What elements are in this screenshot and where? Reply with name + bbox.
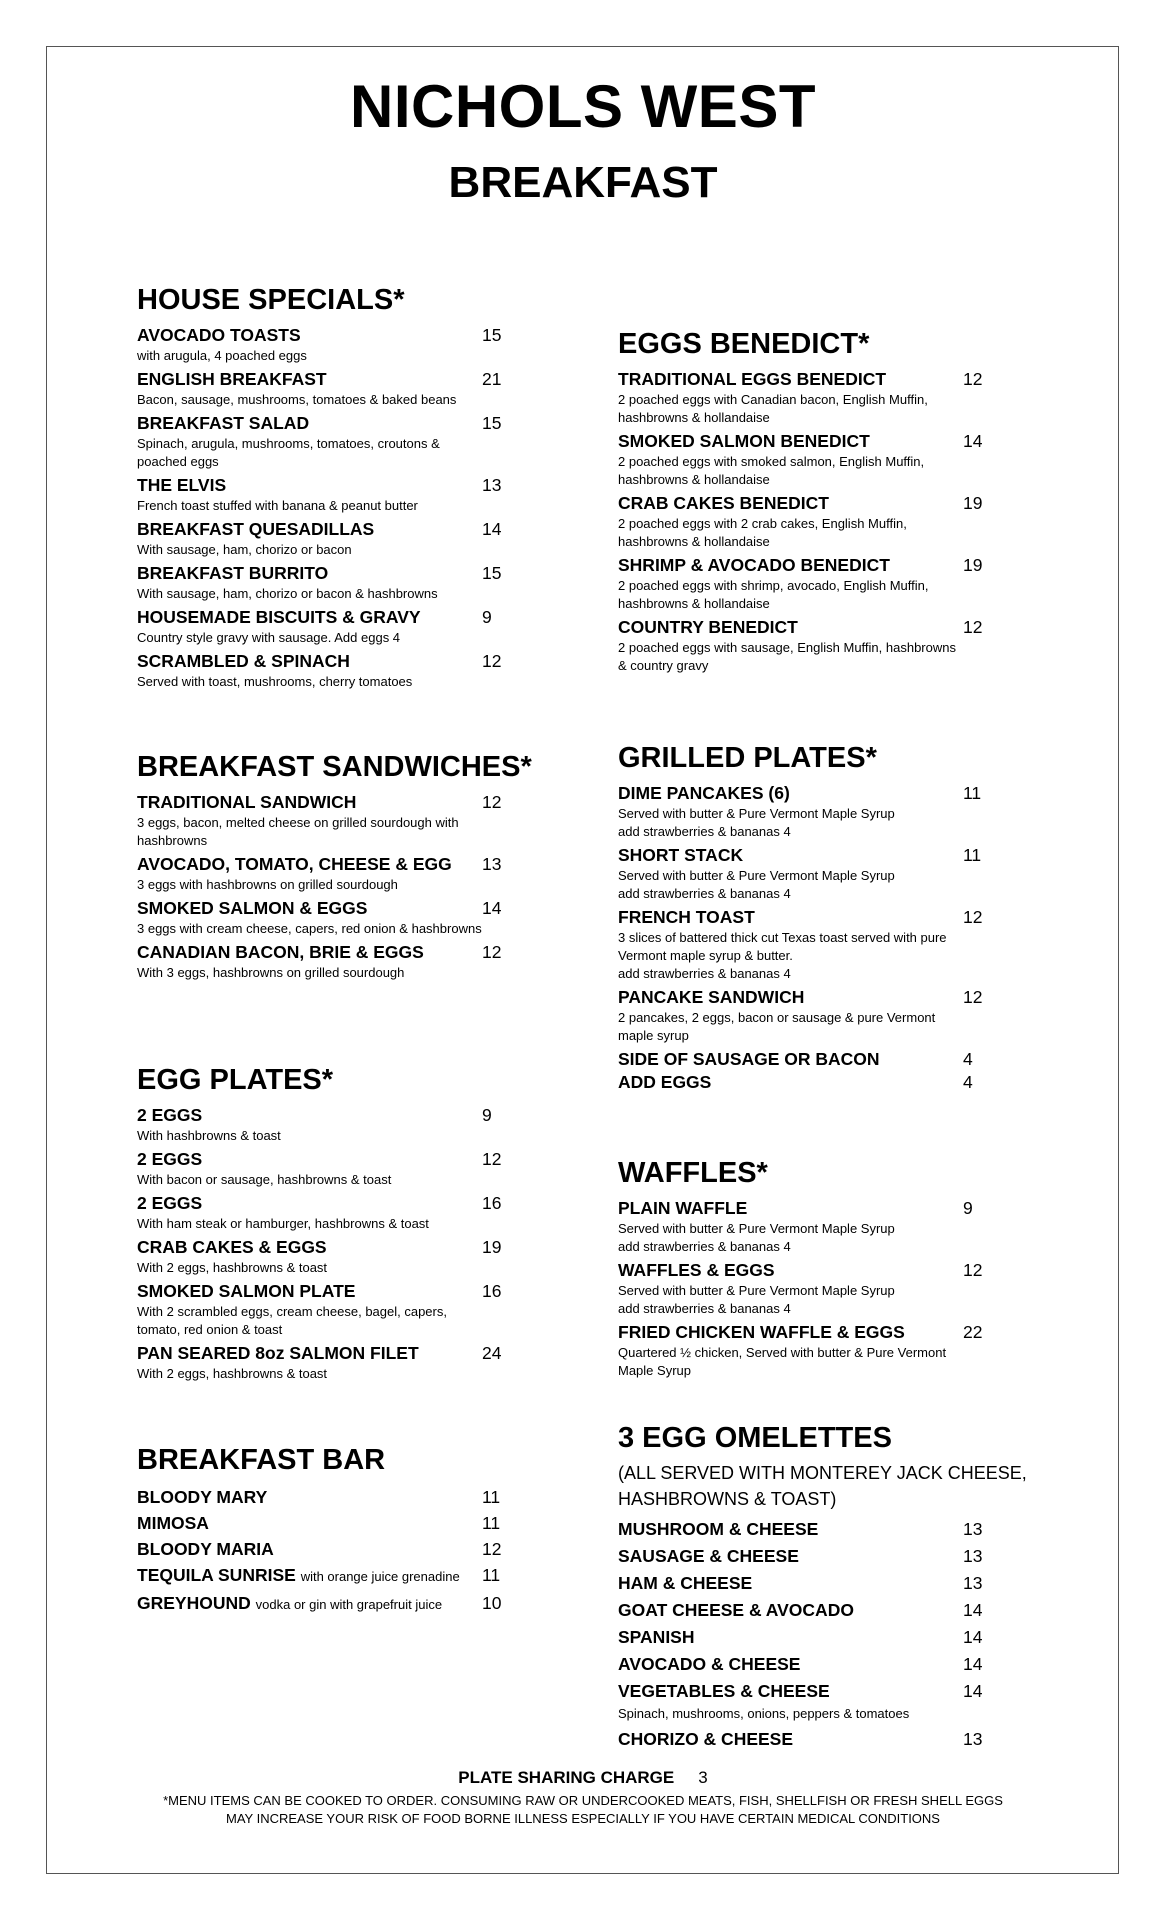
menu-item [137, 368, 557, 409]
item-name-text: VEGETABLES & CHEESE [618, 1681, 830, 1701]
item-name [618, 782, 963, 805]
item-price: 14 [963, 1681, 983, 1701]
item-price: 15 [482, 325, 502, 345]
item-name [618, 1651, 963, 1678]
menu-item [137, 324, 557, 365]
item-price: 16 [482, 1281, 502, 1301]
item-name-text: SPANISH [618, 1627, 695, 1647]
menu-item-row [618, 616, 1038, 639]
restaurant-name: NICHOLS WEST [350, 73, 816, 140]
menu-item-row [618, 1197, 1038, 1220]
item-name-text: SMOKED SALMON BENEDICT [618, 431, 870, 451]
menu-item-row [137, 853, 557, 876]
item-name [618, 1197, 963, 1220]
menu-item [137, 791, 557, 850]
item-detail: with orange juice grenadine [300, 1569, 460, 1584]
item-name-text: COUNTRY BENEDICT [618, 617, 798, 637]
item-description: With ham steak or hamburger, hashbrowns & toast [137, 1216, 429, 1231]
item-name [137, 412, 482, 435]
item-description: Served with toast, mushrooms, cherry tomatoes [137, 674, 413, 689]
item-description: Spinach, arugula, mushrooms, tomatoes, croutons & poached eggs [137, 436, 440, 469]
item-description: 2 poached eggs with smoked salmon, English Muffin, hashbrowns & hollandaise [618, 454, 925, 487]
item-add-on: add strawberries & bananas 4 [618, 824, 791, 839]
menu-item-row [618, 1651, 1038, 1678]
menu-item [137, 1342, 557, 1383]
item-name [618, 986, 963, 1009]
item-price: 19 [963, 493, 983, 513]
item-price: 12 [963, 369, 983, 389]
section-title: GRILLED PLATES* [618, 742, 877, 774]
item-description: 2 poached eggs with shrimp, avocado, English Muffin, hashbrowns & hollandaise [618, 578, 929, 611]
item-name-text: HAM & CHEESE [618, 1573, 753, 1593]
item-description: 2 poached eggs with 2 crab cakes, English Muffin, hashbrowns & hollandaise [618, 516, 907, 549]
menu-item [618, 1516, 1038, 1543]
item-name-text: SHORT STACK [618, 845, 744, 865]
item-name [137, 1236, 482, 1259]
item-name-text: MUSHROOM & CHEESE [618, 1519, 819, 1539]
menu-item [618, 1570, 1038, 1597]
item-price: 12 [963, 987, 983, 1007]
item-name [618, 1259, 963, 1282]
item-price: 14 [963, 1600, 983, 1620]
footer [0, 1766, 1166, 1828]
item-price: 15 [482, 563, 502, 583]
item-price: 12 [482, 942, 502, 962]
menu-item [618, 1678, 1038, 1723]
menu-item [618, 782, 1038, 841]
item-name [137, 791, 482, 814]
item-name-text: DIME PANCAKES (6) [618, 783, 790, 803]
menu-item [137, 1192, 557, 1233]
item-name-text: TRADITIONAL SANDWICH [137, 792, 357, 812]
item-price: 13 [963, 1546, 983, 1566]
item-price: 11 [963, 783, 982, 803]
item-name-text: 2 EGGS [137, 1149, 203, 1169]
item-name [618, 1726, 963, 1753]
menu-item [137, 1536, 557, 1562]
item-name [137, 1562, 482, 1590]
menu-item-row [137, 1280, 557, 1303]
item-price: 14 [963, 431, 983, 451]
item-name [137, 474, 482, 497]
item-description: Served with butter & Pure Vermont Maple Syrup [618, 1221, 895, 1236]
item-name [137, 650, 482, 673]
item-name-text: AVOCADO, TOMATO, CHEESE & EGG [137, 854, 452, 874]
item-name-text: GOAT CHEESE & AVOCADO [618, 1600, 854, 1620]
menu-item [137, 1280, 557, 1339]
item-name-text: BLOODY MARIA [137, 1539, 274, 1559]
menu-item [618, 554, 1038, 613]
menu-item-row [137, 562, 557, 585]
menu-item [137, 897, 557, 938]
item-price: 21 [482, 369, 502, 389]
waffles-section [618, 1155, 1038, 1383]
menu-item [618, 1048, 1038, 1071]
item-name-text: SMOKED SALMON & EGGS [137, 898, 368, 918]
item-name [137, 606, 482, 629]
item-price: 14 [963, 1627, 983, 1647]
item-name [618, 1678, 963, 1705]
item-description: With sausage, ham, chorizo or bacon & hashbrowns [137, 586, 438, 601]
item-price: 19 [963, 555, 983, 575]
item-price: 12 [482, 792, 502, 812]
menu-item-row [618, 1726, 1038, 1753]
menu-item-row [618, 1678, 1038, 1705]
item-name [618, 1321, 963, 1344]
item-price: 9 [482, 1105, 492, 1125]
item-name-text: SAUSAGE & CHEESE [618, 1546, 799, 1566]
menu-item [618, 1071, 1038, 1094]
menu-item-row [618, 1543, 1038, 1570]
item-description: With 2 eggs, hashbrowns & toast [137, 1366, 328, 1381]
item-description: Served with butter & Pure Vermont Maple Syrup [618, 868, 895, 883]
item-price: 12 [963, 907, 983, 927]
item-name-text: PAN SEARED 8oz SALMON FILET [137, 1343, 419, 1363]
item-price: 11 [963, 845, 982, 865]
menu-item [618, 1197, 1038, 1256]
breakfast-bar-section [137, 1442, 557, 1618]
menu-item [618, 1543, 1038, 1570]
item-name-text: WAFFLES & EGGS [618, 1260, 775, 1280]
menu-item-row [137, 650, 557, 673]
item-name-text: ADD EGGS [618, 1072, 712, 1092]
item-description: With 2 eggs, hashbrowns & toast [137, 1260, 328, 1275]
item-price: 14 [963, 1654, 983, 1674]
menu-item [618, 430, 1038, 489]
item-description: with arugula, 4 poached eggs [137, 348, 307, 363]
item-name [137, 324, 482, 347]
item-name [137, 1192, 482, 1215]
menu-item [618, 616, 1038, 675]
item-price: 12 [482, 651, 502, 671]
item-price: 10 [482, 1593, 502, 1613]
menu-item [618, 986, 1038, 1045]
item-price: 13 [482, 854, 502, 874]
item-name-text: 2 EGGS [137, 1193, 203, 1213]
item-price: 13 [963, 1729, 983, 1749]
menu-item-row [618, 1071, 1038, 1094]
item-name [137, 897, 482, 920]
item-price: 24 [482, 1343, 502, 1363]
menu-item-row [137, 518, 557, 541]
item-description: 3 slices of battered thick cut Texas toast served with pure Vermont maple syrup & butter. [618, 930, 947, 963]
item-add-on: add strawberries & bananas 4 [618, 1239, 791, 1254]
menu-item-row [137, 606, 557, 629]
item-name [618, 1597, 963, 1624]
item-name [618, 1624, 963, 1651]
item-price: 19 [482, 1237, 502, 1257]
menu-item-row [618, 1321, 1038, 1344]
menu-item [618, 492, 1038, 551]
item-price: 12 [482, 1149, 502, 1169]
item-price: 9 [482, 607, 492, 627]
menu-item [137, 1510, 557, 1536]
item-name-text: TRADITIONAL EGGS BENEDICT [618, 369, 887, 389]
menu-item-row [137, 1342, 557, 1365]
menu-item [618, 1259, 1038, 1318]
menu-item [137, 1104, 557, 1145]
menu-title: BREAKFAST [448, 158, 718, 207]
item-name-text: BREAKFAST SALAD [137, 413, 310, 433]
item-description: 3 eggs with cream cheese, capers, red onion & hashbrowns [137, 921, 482, 936]
omelettes-section [618, 1420, 1038, 1753]
item-description: Served with butter & Pure Vermont Maple Syrup [618, 806, 895, 821]
item-description: 3 eggs with hashbrowns on grilled sourdough [137, 877, 398, 892]
item-description: Served with butter & Pure Vermont Maple Syrup [618, 1283, 895, 1298]
menu-item [137, 562, 557, 603]
menu-item-row [137, 412, 557, 435]
item-add-on: add strawberries & bananas 4 [618, 886, 791, 901]
plate-sharing-charge [0, 1766, 1166, 1790]
section-title: BREAKFAST SANDWICHES* [137, 751, 532, 783]
item-name-text: AVOCADO TOASTS [137, 325, 301, 345]
item-price: 12 [963, 1260, 983, 1280]
item-name-text: MIMOSA [137, 1513, 209, 1533]
item-name-text: GREYHOUND [137, 1593, 251, 1613]
item-name-text: HOUSEMADE BISCUITS & GRAVY [137, 607, 421, 627]
item-description: French toast stuffed with banana & peanut butter [137, 498, 418, 513]
menu-item [137, 1562, 557, 1590]
item-price: 14 [482, 898, 502, 918]
breakfast-sandwiches-section [137, 749, 557, 985]
menu-item-row [618, 492, 1038, 515]
item-price: 13 [963, 1519, 983, 1539]
item-description: With hashbrowns & toast [137, 1128, 281, 1143]
item-name-text: PLAIN WAFFLE [618, 1198, 748, 1218]
item-add-on: add strawberries & bananas 4 [618, 1301, 791, 1316]
section-title: EGG PLATES* [137, 1064, 334, 1096]
item-description: With bacon or sausage, hashbrowns & toast [137, 1172, 392, 1187]
menu-item-row [137, 1536, 557, 1562]
item-name [137, 941, 482, 964]
menu-item [618, 906, 1038, 983]
menu-item [137, 474, 557, 515]
menu-item-row [137, 791, 557, 814]
menu-item-row [618, 1624, 1038, 1651]
item-name [137, 1342, 482, 1365]
item-name [137, 1280, 482, 1303]
item-name [137, 368, 482, 391]
item-description: With 2 scrambled eggs, cream cheese, bagel, capers, tomato, red onion & toast [137, 1304, 447, 1337]
menu-item-row [137, 1562, 557, 1590]
menu-item-row [137, 1236, 557, 1259]
item-name-text: BREAKFAST QUESADILLAS [137, 519, 375, 539]
section-title: EGGS BENEDICT* [618, 328, 870, 360]
menu-item [618, 368, 1038, 427]
menu-item-row [137, 474, 557, 497]
menu-item-row [618, 368, 1038, 391]
item-name-text: BREAKFAST BURRITO [137, 563, 329, 583]
item-name-text: 2 EGGS [137, 1105, 203, 1125]
item-name-text: AVOCADO & CHEESE [618, 1654, 801, 1674]
item-name-text: CANADIAN BACON, BRIE & EGGS [137, 942, 424, 962]
item-price: 16 [482, 1193, 502, 1213]
item-name-text: CRAB CAKES BENEDICT [618, 493, 829, 513]
item-name [137, 1510, 482, 1536]
item-name-text: SIDE OF SAUSAGE OR BACON [618, 1049, 880, 1069]
item-description: 2 poached eggs with sausage, English Muffin, hashbrowns & country gravy [618, 640, 956, 673]
item-detail: vodka or gin with grapefruit juice [255, 1597, 443, 1612]
menu-item-row [618, 844, 1038, 867]
item-description: 3 eggs, bacon, melted cheese on grilled sourdough with hashbrowns [137, 815, 459, 848]
item-name [137, 1484, 482, 1510]
item-description: With 3 eggs, hashbrowns on grilled sourdough [137, 965, 405, 980]
item-price: 4 [963, 1072, 973, 1092]
menu-item [137, 518, 557, 559]
item-price: 15 [482, 413, 502, 433]
menu-item [137, 941, 557, 982]
house-specials-section [137, 282, 557, 694]
item-add-on: add strawberries & bananas 4 [618, 966, 791, 981]
item-name [618, 1543, 963, 1570]
menu-item-row [137, 324, 557, 347]
item-name-text: BLOODY MARY [137, 1487, 268, 1507]
item-name-text: CHORIZO & CHEESE [618, 1729, 794, 1749]
item-price: 12 [963, 617, 983, 637]
item-name-text: SHRIMP & AVOCADO BENEDICT [618, 555, 890, 575]
menu-item [137, 412, 557, 471]
item-description: Bacon, sausage, mushrooms, tomatoes & baked beans [137, 392, 457, 407]
menu-item-row [137, 1148, 557, 1171]
item-price: 11 [482, 1487, 501, 1507]
item-price: 9 [963, 1198, 973, 1218]
menu-item-row [137, 941, 557, 964]
item-description: 2 poached eggs with Canadian bacon, English Muffin, hashbrowns & hollandaise [618, 392, 928, 425]
section-title: BREAKFAST BAR [137, 1444, 386, 1476]
item-price: 11 [482, 1565, 501, 1585]
menu-item [137, 1148, 557, 1189]
section-title: WAFFLES* [618, 1157, 768, 1189]
menu-item [618, 1321, 1038, 1380]
menu-item-row [137, 1192, 557, 1215]
section-note: (ALL SERVED WITH MONTEREY JACK CHEESE, HASHBROWNS & TOAST) [618, 1463, 1027, 1509]
item-name [137, 1104, 482, 1127]
section-title: HOUSE SPECIALS* [137, 284, 405, 316]
item-description: Spinach, mushrooms, onions, peppers & tomatoes [618, 1706, 910, 1721]
item-name [618, 844, 963, 867]
item-name [618, 554, 963, 577]
menu-item-row [618, 1048, 1038, 1071]
item-name-text: FRIED CHICKEN WAFFLE & EGGS [618, 1322, 905, 1342]
item-price: 13 [963, 1573, 983, 1593]
menu-item-row [137, 1510, 557, 1536]
menu-item [137, 1236, 557, 1277]
charge-label: PLATE SHARING CHARGE [458, 1768, 675, 1787]
item-description: Quartered ½ chicken, Served with butter & Pure Vermont Maple Syrup [618, 1345, 947, 1378]
item-name [618, 492, 963, 515]
item-name-text: ENGLISH BREAKFAST [137, 369, 327, 389]
menu-item [618, 1651, 1038, 1678]
menu-item-row [137, 1104, 557, 1127]
item-price: 12 [482, 1539, 502, 1559]
menu-item-row [618, 1516, 1038, 1543]
item-name-text: SMOKED SALMON PLATE [137, 1281, 356, 1301]
item-name [618, 1071, 963, 1094]
item-price: 22 [963, 1322, 983, 1342]
menu-item-row [618, 906, 1038, 929]
menu-item-row [137, 368, 557, 391]
item-name [137, 1536, 482, 1562]
menu-item-row [618, 986, 1038, 1009]
menu-item [618, 1597, 1038, 1624]
charge-price: 3 [698, 1768, 708, 1787]
item-name-text: SCRAMBLED & SPINACH [137, 651, 350, 671]
menu-item-row [137, 897, 557, 920]
item-name [137, 853, 482, 876]
item-name [618, 430, 963, 453]
item-name-text: THE ELVIS [137, 475, 227, 495]
item-name [618, 1048, 963, 1071]
item-description: Country style gravy with sausage. Add eggs 4 [137, 630, 401, 645]
menu-item [618, 1624, 1038, 1651]
menu-item-row [618, 430, 1038, 453]
menu-item-row [618, 1597, 1038, 1624]
section-title: 3 EGG OMELETTES [618, 1422, 892, 1454]
menu-item-row [618, 1259, 1038, 1282]
menu-item [137, 1484, 557, 1510]
menu-item-row [618, 554, 1038, 577]
menu-item [618, 844, 1038, 903]
item-name [618, 616, 963, 639]
item-name-text: PANCAKE SANDWICH [618, 987, 805, 1007]
menu-item [137, 650, 557, 691]
menu-item-row [137, 1590, 557, 1618]
item-name [137, 1590, 482, 1618]
menu-item-row [137, 1484, 557, 1510]
item-price: 11 [482, 1513, 501, 1533]
menu-item [618, 1726, 1038, 1753]
item-name [137, 562, 482, 585]
item-name-text: TEQUILA SUNRISE [137, 1565, 296, 1585]
grilled-plates-section [618, 740, 1038, 1094]
item-name-text: CRAB CAKES & EGGS [137, 1237, 327, 1257]
eggs-benedict-section [618, 326, 1038, 678]
item-price: 4 [963, 1049, 973, 1069]
food-safety-notice: *MENU ITEMS CAN BE COOKED TO ORDER. CONSUMING RAW OR UNDERCOOKED MEATS, FISH, SHELLFISH OR FRESH SHELL EGGS MAY INCREASE YOUR RISK OF FOOD BORNE ILLNESS ESPECIALLY IF YOU HAVE CERTAIN MEDICAL CONDITIONS [163, 1793, 1003, 1826]
item-description: 2 pancakes, 2 eggs, bacon or sausage & pure Vermont maple syrup [618, 1010, 936, 1043]
item-name [137, 518, 482, 541]
menu-item-row [618, 782, 1038, 805]
item-name [618, 906, 963, 929]
item-price: 13 [482, 475, 502, 495]
item-name [618, 1570, 963, 1597]
menu-item [137, 1590, 557, 1618]
menu-item [137, 606, 557, 647]
item-name-text: FRENCH TOAST [618, 907, 755, 927]
menu-item [137, 853, 557, 894]
item-name [618, 368, 963, 391]
item-description: With sausage, ham, chorizo or bacon [137, 542, 352, 557]
item-name [137, 1148, 482, 1171]
item-name [618, 1516, 963, 1543]
item-price: 14 [482, 519, 502, 539]
menu-item-row [618, 1570, 1038, 1597]
egg-plates-section [137, 1062, 557, 1386]
